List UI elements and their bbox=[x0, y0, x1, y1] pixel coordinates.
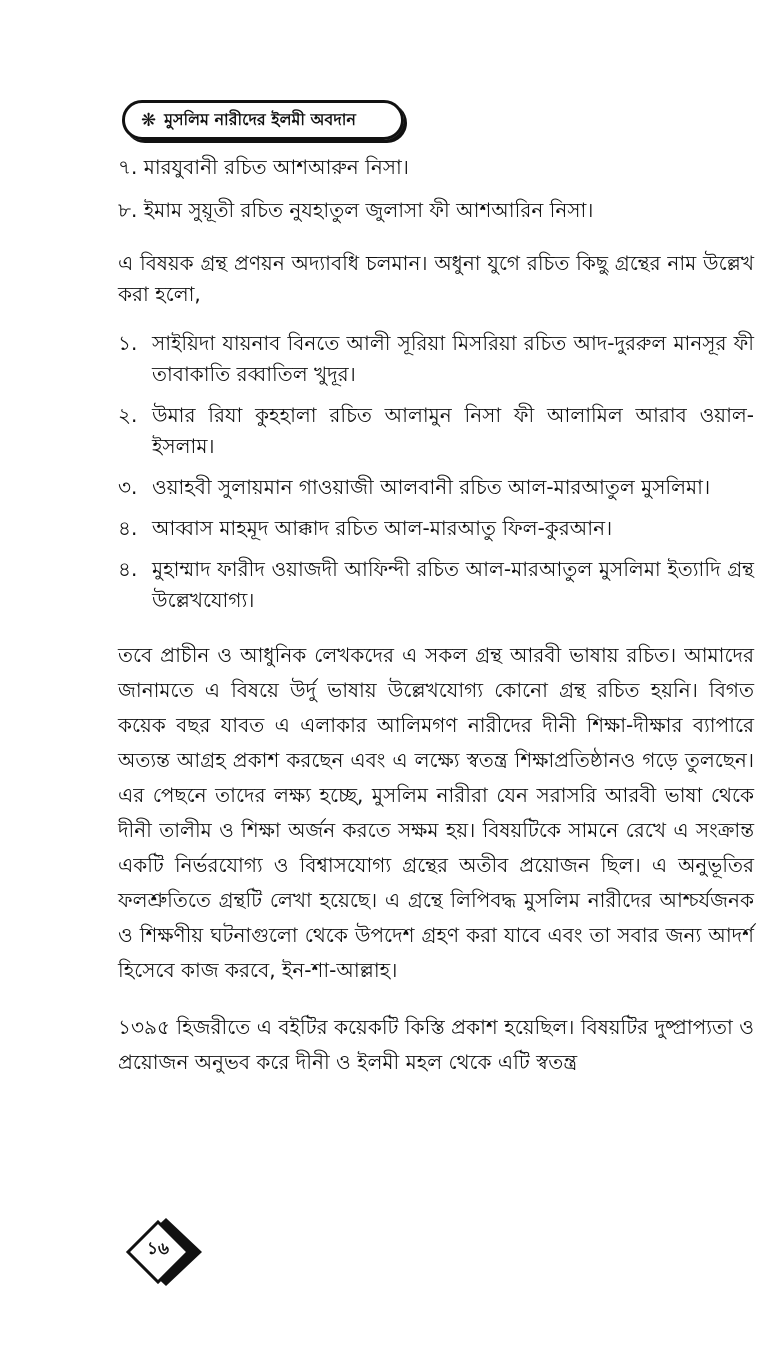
list-item-number: ৩. bbox=[118, 475, 138, 499]
closing-paragraph: ১৩৯৫ হিজরীতে এ বইটির কয়েকটি কিস্তি প্রকাশ হয়েছিল। বিষয়টির দুষ্প্রাপ্যতা ও প্রয়োজন অনুভব করে দীনী ও ইলমী মহল থেকে এটি স্বতন্ত্র bbox=[118, 1015, 754, 1074]
asterisk-icon: ❋ bbox=[141, 109, 157, 131]
body-paragraph: তবে প্রাচীন ও আধুনিক লেখকদের এ সকল গ্রন্থ আরবী ভাষায় রচিত। আমাদের জানামতে এ বিষয়ে উর্দু ভাষায় উল্লেখযোগ্য কোনো গ্রন্থ রচিত হয়নি। বিগত কয়েক বছর যাবত এ এলাকার আলিমগণ নারীদের দীনী শিক্ষা-দীক্ষার ব্যাপারে অত্যন্ত আগ্রহ প্রকাশ করছেন এবং এ লক্ষ্যে স্বতন্ত্র শিক্ষাপ্রতিষ্ঠানও গড়ে তুলছেন। এর পেছনে তাদের লক্ষ্য হচ্ছে, মুসলিম নারীরা যেন সরাসরি আরবী ভাষা থেকে দীনী তালীম ও শিক্ষা অর্জন করতে সক্ষম হয়। বিষয়টিকে সামনে রেখে এ সংক্রান্ত একটি নির্ভরযোগ্য ও বিশ্বাসযোগ্য গ্রন্থের অতীব প্রয়োজন ছিল। এ অনুভূতির ফলশ্রুতিতে গ্রন্থটি লেখা হয়েছে। এ গ্রন্থে লিপিবদ্ধ মুসলিম নারীদের আশ্চর্যজনক ও শিক্ষণীয় ঘটনাগুলো থেকে উপদেশ গ্রহণ করা যাবে এবং তা সবার জন্য আদর্শ হিসেবে কাজ করবে, ইন-শা-আল্লাহ। bbox=[118, 643, 754, 982]
list-item bbox=[118, 472, 754, 503]
page-number: ১৬ bbox=[146, 1239, 170, 1259]
list-item-text: উমার রিযা কুহহালা রচিত আলামুন নিসা ফী আলামিল আরাব ওয়াল-ইসলাম। bbox=[152, 403, 754, 458]
page-number-badge bbox=[122, 1216, 204, 1288]
list-item bbox=[118, 554, 754, 616]
list-item: ৭. মারযুবানী রচিত আশআরুন নিসা। bbox=[118, 155, 409, 179]
list-item-number: ৪. bbox=[118, 557, 138, 581]
list-item: ৮. ইমাম সুয়ূতী রচিত নুযহাতুল জুলাসা ফী আশআরিন নিসা। bbox=[118, 198, 594, 222]
page-content bbox=[118, 152, 754, 1098]
intro-paragraph: এ বিষয়ক গ্রন্থ প্রণয়ন অদ্যাবধি চলমান। অধুনা যুগে রচিত কিছু গ্রন্থের নাম উল্লেখ করা হলো, bbox=[118, 251, 754, 306]
list-item-number: ১. bbox=[118, 331, 138, 355]
list-item-number: ২. bbox=[118, 403, 138, 427]
list-item-text: আব্বাস মাহমূদ আক্কাদ রচিত আল-মারআতু ফিল-কুরআন। bbox=[152, 516, 613, 540]
list-item bbox=[118, 513, 754, 544]
list-item-text: মুহাম্মাদ ফারীদ ওয়াজদী আফিন্দী রচিত আল-মারআতুল মুসলিমা ইত্যাদি গ্রন্থ উল্লেখযোগ্য। bbox=[152, 557, 754, 612]
running-header-title: মুসলিম নারীদের ইলমী অবদান bbox=[164, 109, 356, 129]
running-header bbox=[122, 100, 404, 140]
list-item bbox=[118, 400, 754, 462]
list-item-text: ওয়াহবী সুলায়মান গাওয়াজী আলবানী রচিত আল-মারআতুল মুসলিমা। bbox=[152, 475, 711, 499]
list-item-text: সাইয়িদা যায়নাব বিনতে আলী সূরিয়া মিসরিয়া রচিত আদ-দুররুল মানসূর ফী তাবাকাতি রব্বাতিল খুদূর। bbox=[152, 331, 754, 386]
list-item bbox=[118, 328, 754, 390]
list-item-number: ৪. bbox=[118, 516, 138, 540]
